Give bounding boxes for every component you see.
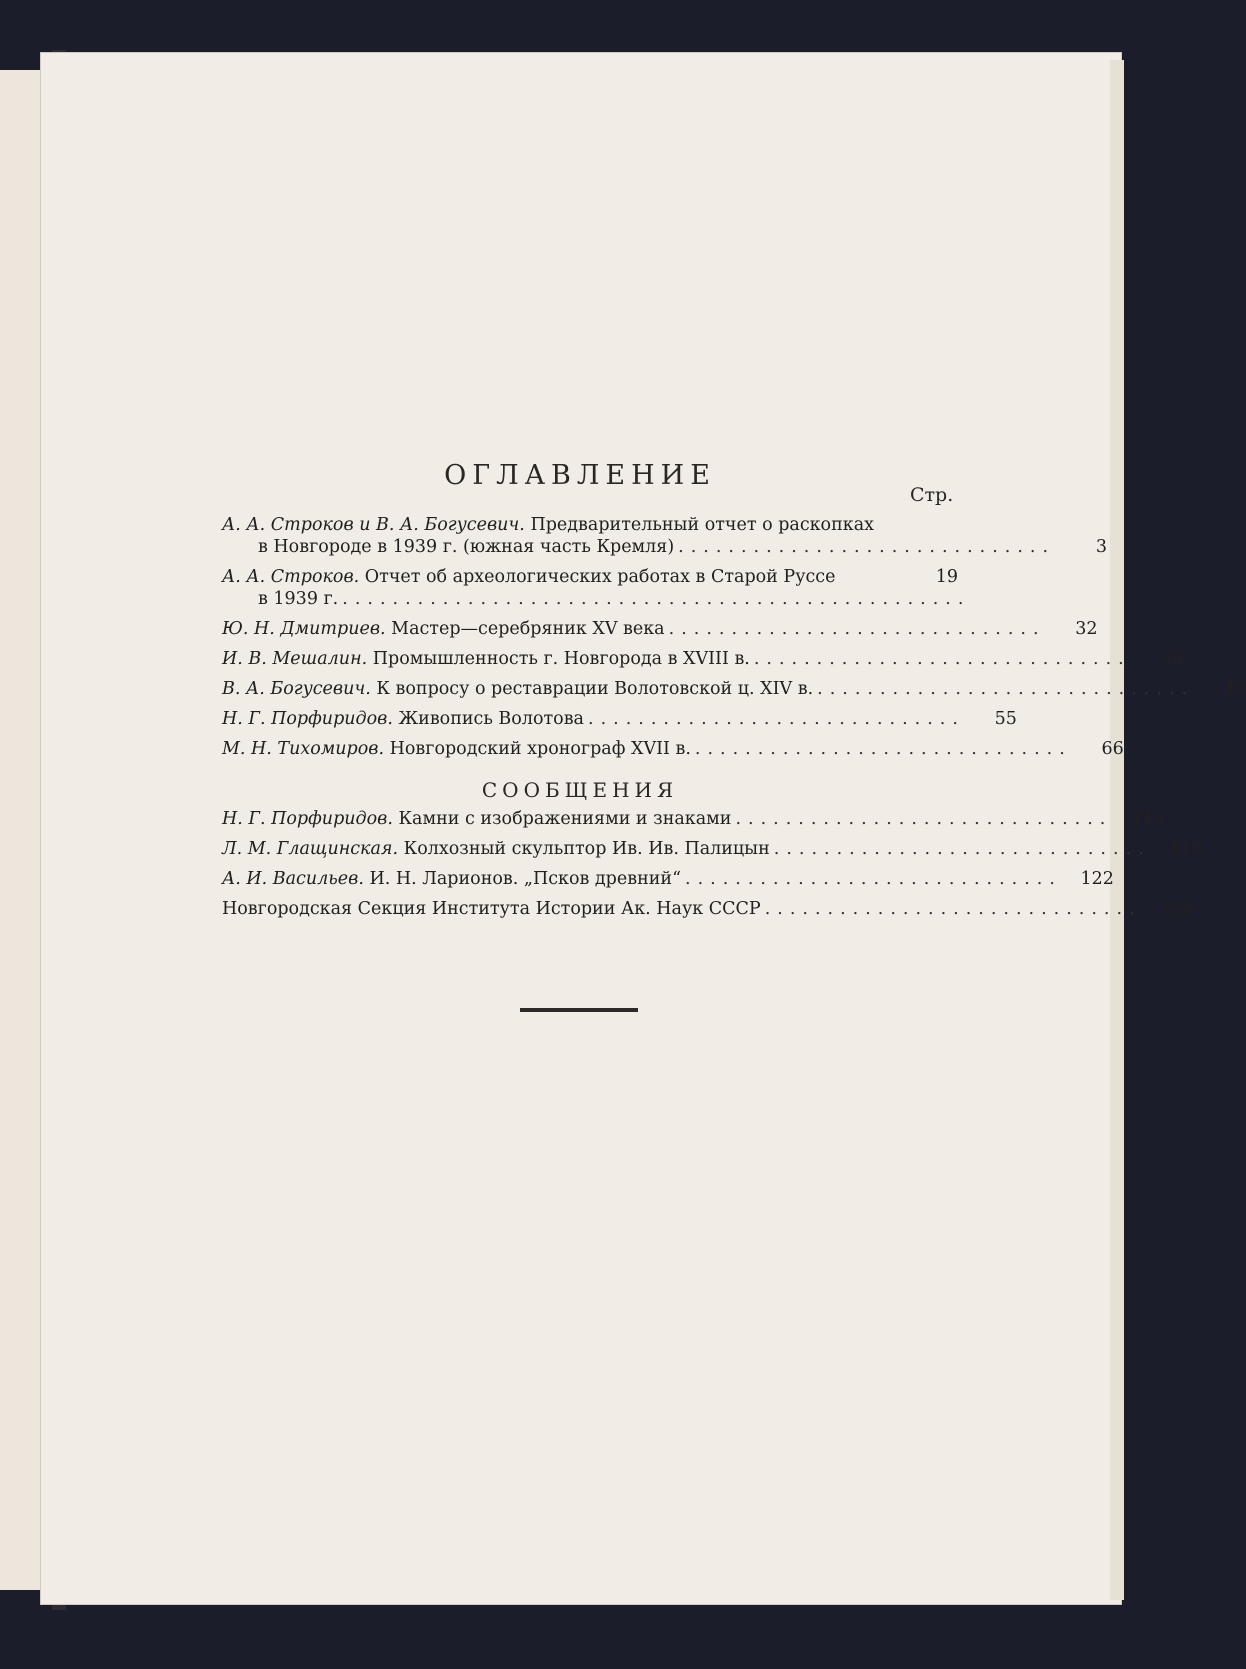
- entry-author: Л. М. Глащинская.: [222, 839, 399, 859]
- messages-list: [222, 808, 1203, 928]
- entry-author: Н. Г. Порфиридов.: [222, 809, 393, 829]
- toc-entry: Л. М. Глащинская. Колхозный скульптор Ив. Ив. Палицын .............................. 119: [222, 839, 1203, 859]
- entry-page: 125: [1160, 899, 1194, 919]
- entry-author: М. Н. Тихомиров.: [222, 739, 385, 759]
- toc-entry: Новгородская Секция Института Истории Ак. Наук СССР .............................. 125: [222, 899, 1194, 919]
- entry-title-continued: в 1939 г.: [258, 589, 339, 609]
- entry-title: Живопись Волотова: [398, 709, 584, 729]
- entry-title: Отчет об археологических работах в Старой Руссе: [364, 567, 836, 587]
- page-title: ОГЛАВЛЕНИЕ: [444, 460, 716, 491]
- closing-rule: [520, 1008, 638, 1012]
- entry-page: 66: [1101, 739, 1124, 759]
- toc-entry: А. А. Строков и В. А. Богусевич. Предварительный отчет о раскопках в Новгороде в 1939 г. (южная часть Кремля) .............................. 3: [222, 515, 1108, 557]
- entry-page: 32: [1075, 619, 1098, 639]
- entry-page: 119: [1169, 839, 1203, 859]
- entry-title: Мастер—серебряник XV века: [391, 619, 665, 639]
- entry-author: А. И. Васильев.: [222, 869, 364, 889]
- entry-title-continued: в Новгороде в 1939 г. (южная часть Кремля): [258, 537, 675, 557]
- entry-author: Н. Г. Порфиридов.: [222, 709, 393, 729]
- entry-author: Ю. Н. Дмитриев.: [222, 619, 386, 639]
- entry-title: К вопросу о реставрации Волотовской ц. XIV в.: [376, 679, 814, 699]
- entry-author: А. А. Строков.: [222, 567, 360, 587]
- toc-entry: Н. Г. Порфиридов. Камни с изображениями и знаками .............................. 115: [222, 809, 1165, 829]
- entry-author: И. В. Мешалин.: [222, 649, 368, 669]
- entry-title: Новгородский хронограф XVII в.: [389, 739, 691, 759]
- entry-title: Новгородская Секция Института Истории Ак. Наук СССР: [222, 899, 761, 919]
- toc-entry: В. А. Богусевич. К вопросу о реставрации Волотовской ц. XIV в. .............................. 48: [222, 679, 1246, 699]
- entry-title: Камни с изображениями и знаками: [398, 809, 732, 829]
- toc-entry: Н. Г. Порфиридов. Живопись Волотова .............................. 55: [222, 709, 1017, 729]
- entry-author: А. А. Строков и В. А. Богусевич.: [222, 515, 525, 535]
- entry-page: 115: [1130, 809, 1165, 829]
- page-edge: [1110, 60, 1124, 1600]
- contents-list: [222, 514, 1246, 768]
- entry-page: 48: [1223, 679, 1246, 699]
- entry-author: В. А. Богусевич.: [222, 679, 371, 699]
- toc-entry: М. Н. Тихомиров. Новгородский хронограф XVII в. .............................. 66: [222, 739, 1124, 759]
- toc-entry: Ю. Н. Дмитриев. Мастер—серебряник XV века .............................. 32: [222, 619, 1098, 639]
- entry-page: 55: [994, 709, 1017, 729]
- entry-page: 122: [1080, 869, 1114, 889]
- entry-page: 3: [1095, 537, 1108, 557]
- page-column-label: Стр.: [910, 484, 954, 506]
- entry-title: Колхозный скульптор Ив. Ив. Палицын: [403, 839, 770, 859]
- entry-title: Промышленность г. Новгорода в XVIII в.: [372, 649, 750, 669]
- toc-entry: А. А. Строков. Отчет об археологических работах в Старой Руссе 19 в 1939 г. ..................................................: [222, 567, 971, 609]
- messages-title: СООБЩЕНИЯ: [481, 778, 679, 802]
- entry-title: Предварительный отчет о раскопках: [530, 515, 875, 535]
- toc-entry: И. В. Мешалин. Промышленность г. Новгорода в XVIII в. .............................. 39: [222, 649, 1183, 669]
- entry-page: 39: [1160, 649, 1183, 669]
- toc-entry: А. И. Васильев. И. Н. Ларионов. „Псков древний“ .............................. 122: [222, 869, 1114, 889]
- entry-title: И. Н. Ларионов. „Псков древний“: [369, 869, 682, 889]
- entry-page: 19: [935, 567, 958, 587]
